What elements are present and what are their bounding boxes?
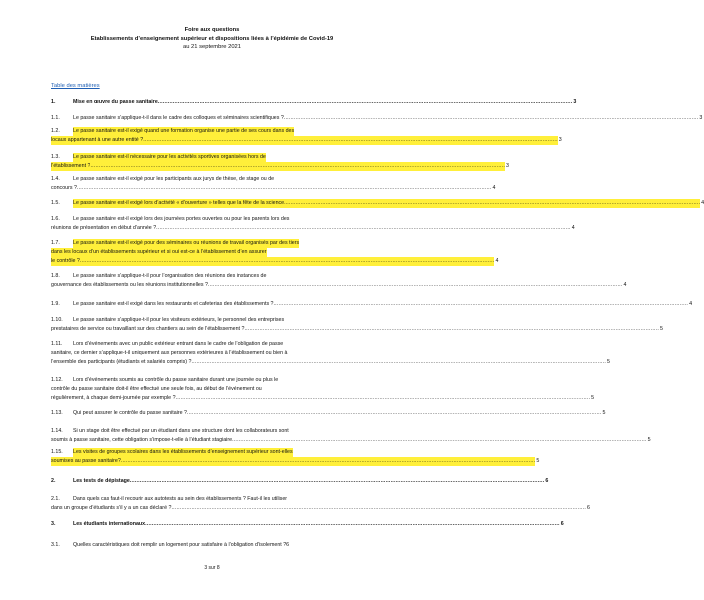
toc-entry-text: dans les locaux d’un établissements supérieur et si oui est-ce à l’établissement d’en assurer bbox=[51, 248, 267, 257]
toc-entry-line bbox=[51, 340, 373, 349]
toc-entry-page: 5 bbox=[647, 437, 651, 444]
toc-entry[interactable] bbox=[51, 127, 562, 145]
toc-entry-text: Quelles caractéristiques doit remplir un logement pour satisfaire à l’obligation d’isolement ?6 bbox=[73, 542, 290, 548]
toc-entry-number: 1.12. bbox=[51, 377, 63, 383]
toc-entry-line bbox=[51, 248, 373, 257]
toc-entry-page: 4 bbox=[495, 258, 499, 265]
toc-entry-number: 3. bbox=[51, 521, 56, 527]
toc-entry-text: Le passe sanitaire est-il exigé lors des journées portes ouvertes ou pour les parents lors des bbox=[73, 216, 290, 222]
toc-entry-page: 4 bbox=[571, 225, 575, 232]
toc-entry-page: 5 bbox=[607, 359, 610, 366]
toc-entry-text: soumis à passe sanitaire, cette obligation s’impose-t-elle à l’étudiant stagiaire bbox=[51, 437, 233, 444]
toc-entry-line bbox=[51, 239, 373, 248]
toc-entry-page: 6 bbox=[560, 521, 564, 527]
page-number: 3 sur 8 bbox=[204, 565, 220, 571]
toc-entry-number: 1.6. bbox=[51, 216, 60, 222]
toc-entry-line bbox=[51, 457, 540, 466]
toc-entry-text: Lors d’événements avec un public extérieur entrant dans le cadre de l’obligation de passe bbox=[73, 341, 284, 347]
toc-entry-text: Dans quels cas faut-il recourir aux autotests au sein des établissements ? Faut-il les utiliser bbox=[73, 496, 288, 502]
toc-entry-page: 3 bbox=[699, 115, 703, 121]
toc-leader-dots bbox=[284, 114, 699, 123]
toc-entry-line bbox=[51, 325, 663, 334]
toc-entry-line bbox=[51, 199, 704, 208]
toc-entry-text: réunions de présentation en début d’année ? bbox=[51, 225, 157, 232]
toc-entry-number: 1.9. bbox=[51, 301, 60, 307]
toc-leader-dots bbox=[286, 199, 701, 208]
toc-entry-number: 2.1. bbox=[51, 496, 60, 502]
toc-leader-dots bbox=[156, 224, 571, 233]
toc-entry-line bbox=[51, 153, 373, 162]
toc-entry-number: 1.14. bbox=[51, 428, 63, 434]
toc-entry-page: 4 bbox=[701, 200, 704, 206]
toc-entry-page: 4 bbox=[492, 185, 496, 192]
toc-title[interactable]: Table des matières bbox=[51, 83, 100, 89]
toc-entry[interactable] bbox=[51, 520, 564, 529]
toc-entry[interactable] bbox=[51, 448, 540, 466]
toc-entry-number: 1.4. bbox=[51, 176, 60, 182]
toc-leader-dots bbox=[121, 457, 536, 466]
toc-entry-text: gouvernance des établissements ou les réunions institutionnelles ? bbox=[51, 282, 208, 289]
toc-entry-line bbox=[51, 175, 373, 184]
toc-entry-line bbox=[51, 394, 595, 403]
toc-entry[interactable] bbox=[51, 477, 549, 486]
toc-entry-line bbox=[51, 436, 651, 445]
toc-entry-number: 1.11. bbox=[51, 341, 63, 347]
toc-entry-line bbox=[51, 427, 373, 436]
toc-entry-page: 6 bbox=[587, 505, 590, 512]
toc-entry-text: soumises au passe sanitaire? bbox=[51, 457, 121, 466]
toc-entry-line bbox=[51, 136, 562, 145]
toc-entry-line bbox=[51, 114, 703, 123]
toc-entry[interactable] bbox=[51, 239, 499, 266]
toc-leader-dots bbox=[90, 162, 505, 171]
toc-entry-text: locaux appartenant à une autre entité ? bbox=[51, 136, 143, 145]
toc-entry-line bbox=[51, 448, 373, 457]
header-title: Foire aux questions bbox=[184, 27, 240, 33]
toc-entry-text: Le passe sanitaire est-il exigé quand une formation organise une partie de ses cours dans des bbox=[73, 127, 294, 136]
toc-entry-text: concours ? bbox=[51, 185, 77, 192]
toc-entry-number: 1.3. bbox=[51, 154, 60, 160]
toc-leader-dots bbox=[158, 98, 573, 107]
toc-entry-text: Le passe sanitaire s’applique-t-il dans le cadre des colloques et séminaires scientifiques ? bbox=[73, 115, 284, 121]
toc-entry-text: Le passe sanitaire est-il nécessaire pour les activités sportives organisées hors de bbox=[73, 153, 266, 162]
toc-entry-number: 2. bbox=[51, 478, 56, 484]
toc-leader-dots bbox=[176, 394, 591, 403]
toc-entry-line bbox=[51, 281, 627, 290]
toc-entry-text: Le passe sanitaire est-il exigé pour des séminaires ou réunions de travail organisés par des tiers bbox=[73, 239, 299, 248]
toc-entry-line bbox=[51, 127, 373, 136]
toc-entry-number: 1.10. bbox=[51, 317, 63, 323]
toc-entry[interactable] bbox=[51, 427, 651, 445]
toc-entry-text: Le passe sanitaire est-il exigé dans les restaurants et cafeterias des établissements ? bbox=[73, 301, 274, 307]
toc-entry-number: 1.15. bbox=[51, 449, 63, 455]
toc-entry[interactable] bbox=[51, 175, 496, 193]
toc-entry-line bbox=[51, 300, 693, 309]
toc-entry-page: 5 bbox=[602, 410, 606, 416]
toc-entry[interactable] bbox=[51, 340, 610, 367]
toc-leader-dots bbox=[143, 136, 558, 145]
toc-entry-line bbox=[51, 257, 499, 266]
toc-entry-number: 1.13. bbox=[51, 410, 63, 416]
toc-entry-line bbox=[51, 98, 577, 107]
toc-leader-dots bbox=[80, 257, 495, 266]
toc-entry-line bbox=[51, 541, 373, 550]
toc-entry-text: Les tests de dépistage bbox=[73, 478, 130, 484]
header-date: au 21 septembre 2021 bbox=[182, 44, 241, 51]
toc-entry-text: Les visites de groupes scolaires dans les établissements d’enseignement supérieur sont-elles bbox=[73, 448, 293, 457]
toc-entry-page: 3 bbox=[506, 163, 509, 170]
toc-entry-number: 1.7. bbox=[51, 240, 60, 246]
toc-entry-line bbox=[51, 409, 606, 418]
toc-leader-dots bbox=[274, 300, 689, 309]
toc-entry-text: Le passe sanitaire est-il exigé pour les participants aux jurys de thèse, de stage ou de bbox=[73, 176, 275, 182]
toc-leader-dots bbox=[187, 409, 602, 418]
toc-entry-page: 3 bbox=[558, 137, 562, 144]
toc-entry-page: 5 bbox=[660, 326, 663, 333]
toc-entry-text: Mise en œuvre du passe sanitaire bbox=[73, 99, 158, 105]
toc-entry-text: régulièrement, à chaque demi-journée par exemple ? bbox=[51, 395, 176, 402]
toc-entry[interactable] bbox=[51, 541, 373, 550]
toc-entry-number: 1.2. bbox=[51, 128, 60, 134]
toc-entry-text: Lors d’événements soumis au contrôle du passe sanitaire durant une journée ou plus le bbox=[73, 377, 279, 383]
toc-entry-page: 4 bbox=[689, 301, 693, 307]
toc-entry[interactable] bbox=[51, 199, 704, 208]
toc-entry-line bbox=[51, 495, 373, 504]
toc-entry[interactable] bbox=[51, 300, 693, 309]
toc-entry[interactable] bbox=[51, 495, 590, 513]
toc-entry-line bbox=[51, 358, 610, 367]
toc-entry-text: Qui peut assurer le contrôle du passe sanitaire ? bbox=[73, 410, 187, 416]
toc-entry-number: 1. bbox=[51, 99, 56, 105]
toc-entry-page: 3 bbox=[573, 99, 577, 105]
toc-entry[interactable] bbox=[51, 316, 663, 334]
toc-entry-text: Le passe sanitaire s’applique-t-il pour les visiteurs extérieurs, le personnel des entreprises bbox=[73, 317, 285, 323]
toc-entry-line bbox=[51, 162, 509, 171]
toc-entry-line bbox=[51, 272, 373, 281]
toc-entry-page: 6 bbox=[545, 478, 549, 484]
toc-entry-line bbox=[51, 504, 590, 513]
toc-entry-line bbox=[51, 349, 373, 358]
toc-entry[interactable] bbox=[51, 376, 595, 403]
toc-entry-number: 1.8. bbox=[51, 273, 60, 279]
toc-entry-number: 1.5. bbox=[51, 200, 60, 206]
toc-entry-text: l’ensemble des participants (étudiants et salariés compris) ? bbox=[51, 359, 192, 366]
header-subtitle: Etablissements d’enseignement supérieur et dispositions liées à l’épidémie de Covid-19 bbox=[90, 35, 334, 42]
toc-leader-dots bbox=[191, 358, 606, 367]
toc-entry[interactable] bbox=[51, 114, 703, 123]
toc-entry-text: Le passe sanitaire s’applique-t-il pour l’organisation des réunions des instances de bbox=[73, 273, 267, 279]
toc-entry-line bbox=[51, 215, 373, 224]
toc-entry-line bbox=[51, 385, 373, 394]
toc-entry-line bbox=[51, 477, 549, 486]
toc-entry-text: Si un stage doit être effectué par un étudiant dans une structure dont les collaborateurs sont bbox=[73, 428, 289, 434]
toc-entry-text: le contrôle ? bbox=[51, 257, 80, 266]
toc-leader-dots bbox=[77, 184, 492, 193]
toc-entry-line bbox=[51, 316, 373, 325]
toc-leader-dots bbox=[244, 325, 659, 334]
document-header bbox=[0, 26, 424, 52]
toc-leader-dots bbox=[232, 436, 647, 445]
toc-entry[interactable] bbox=[51, 215, 575, 233]
toc-entry-text: prestataires de service ou travaillant sur des chantiers au sein de l’établissement ? bbox=[51, 326, 245, 333]
toc-entry[interactable] bbox=[51, 409, 606, 418]
toc-entry-text: contrôle du passe sanitaire doit-il être effectué une seule fois, au début de l’événement ou bbox=[51, 386, 262, 393]
toc-entry[interactable] bbox=[51, 153, 509, 171]
toc-entry-text: Les étudiants internationaux bbox=[73, 521, 146, 527]
toc-entry-text: sanitaire, ce dernier s’applique-t-il uniquement aux personnes extérieures à l’établissement ou bien à bbox=[51, 350, 288, 357]
toc-entry-page: 5 bbox=[536, 458, 540, 465]
toc-entry-line bbox=[51, 376, 373, 385]
toc-entry-line bbox=[51, 184, 496, 193]
toc-entry-text: Le passe sanitaire est-il exigé lors d’activité « d’ouverture » telles que la fête de la science. bbox=[73, 199, 286, 208]
toc-leader-dots bbox=[171, 504, 586, 513]
toc-entry-text: l’établissement ? bbox=[51, 162, 90, 171]
toc-entry-page: 4 bbox=[623, 282, 627, 289]
toc-entry-page: 5 bbox=[591, 395, 595, 402]
toc-entry[interactable] bbox=[51, 272, 627, 290]
toc-entry[interactable] bbox=[51, 98, 577, 107]
toc-entry-number: 3.1. bbox=[51, 542, 60, 548]
toc-entry-line bbox=[51, 224, 575, 233]
toc-leader-dots bbox=[208, 281, 623, 290]
toc-entry-line bbox=[51, 520, 564, 529]
toc-leader-dots bbox=[130, 477, 545, 486]
toc-entry-number: 1.1. bbox=[51, 115, 60, 121]
toc-leader-dots bbox=[145, 520, 560, 529]
toc-entry-text: dans un groupe d’étudiants s’il y a un cas déclaré ? bbox=[51, 505, 172, 512]
